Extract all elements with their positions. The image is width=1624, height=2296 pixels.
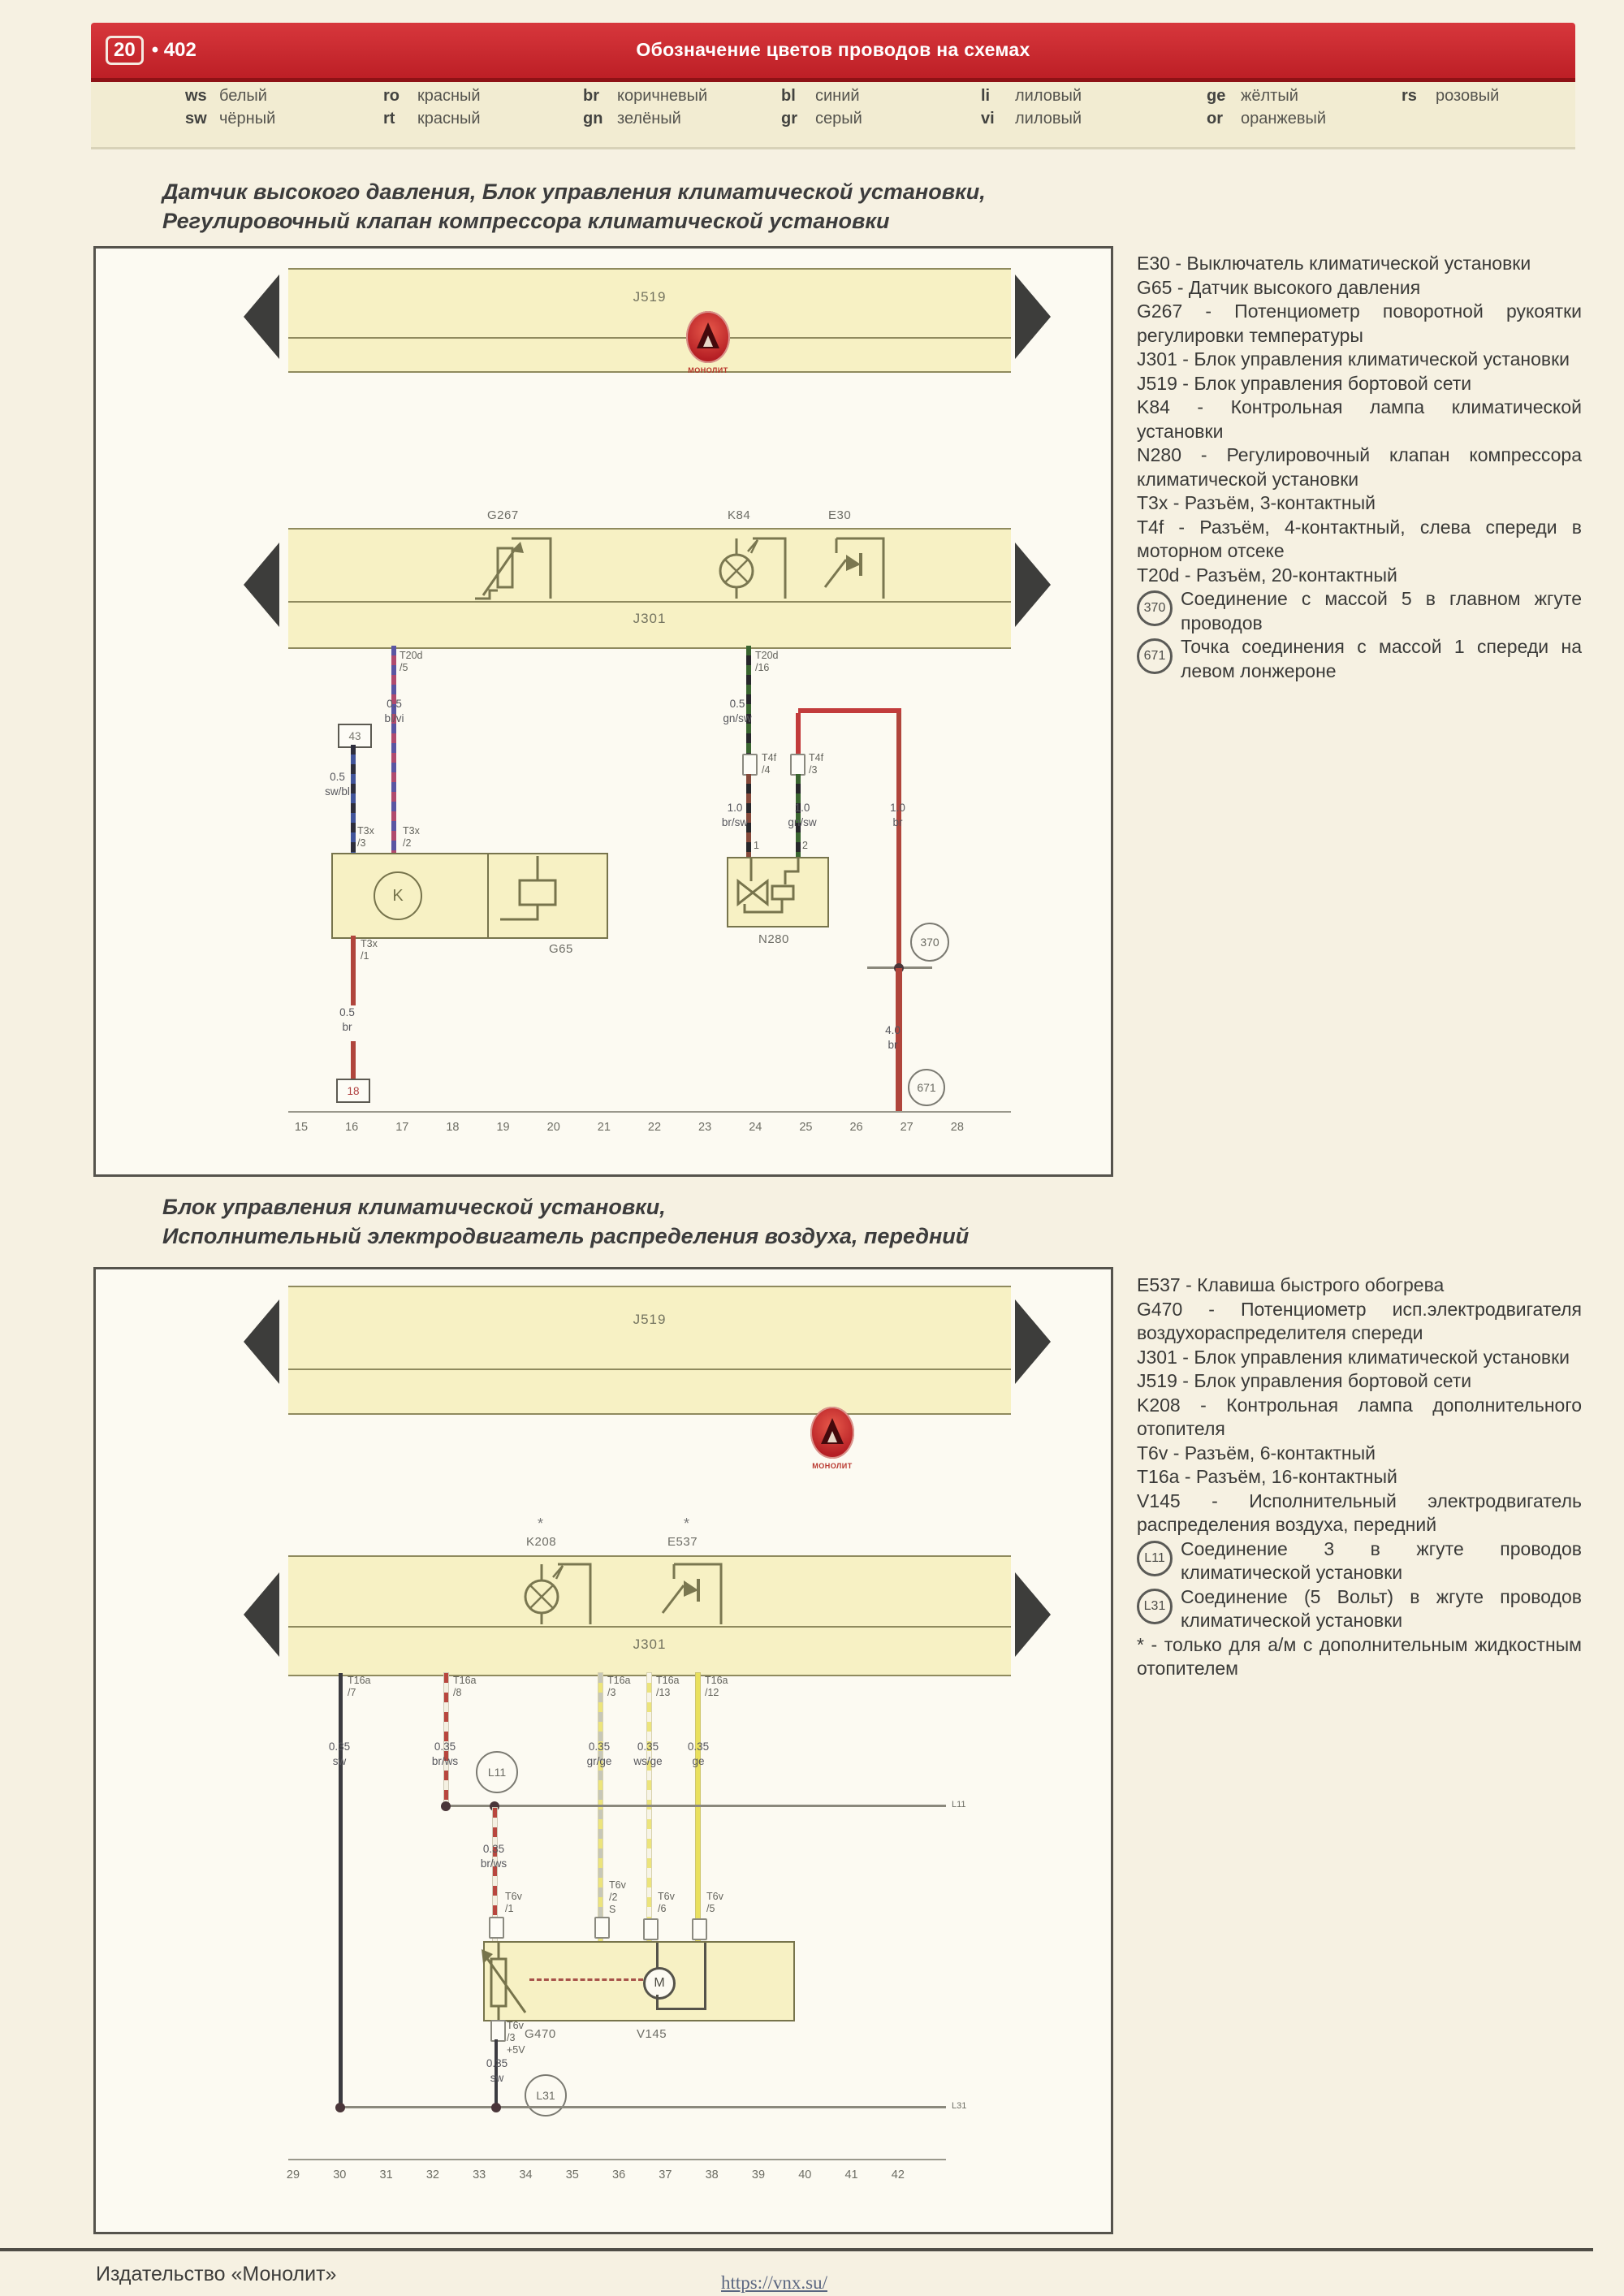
list-item: T16a - Разъём, 16-контактный xyxy=(1137,1466,1397,1487)
d1-e30-label: E30 xyxy=(828,508,852,522)
wire-spec-br-1: 1.0 br xyxy=(890,802,905,828)
list-item: J301 - Блок управления климатической установки xyxy=(1137,348,1570,370)
junction-circle-l11: L11 xyxy=(476,1751,518,1793)
wire-br xyxy=(351,936,356,1005)
list-item: T4f - Разъём, 4-контактный, слева спереди в моторном отсеке xyxy=(1137,516,1582,561)
legend-item: ws белый xyxy=(185,87,267,105)
junction-dot xyxy=(441,1801,451,1811)
wire-spec-br-ws-2: 0.35 br/ws xyxy=(480,1843,508,1870)
wire-ws-ge xyxy=(647,1673,651,1941)
right-arrow-icon xyxy=(1015,275,1051,359)
junction-dot xyxy=(491,2103,501,2112)
d1-g267-label: G267 xyxy=(487,508,519,522)
l11-line-label: L11 xyxy=(952,1800,966,1810)
right-arrow-icon xyxy=(1015,1299,1051,1384)
list-item: G470 - Потенциометр исп.электродвигателя воздухораспределителя спереди xyxy=(1137,1298,1582,1343)
wire-spec-bl-vi: 0.5 bl/vi xyxy=(384,698,404,724)
connector-t4f-3 xyxy=(790,754,806,776)
list-item: J519 - Блок управления бортовой сети xyxy=(1137,1370,1472,1391)
list-item-footnote: * - только для а/м с дополнительным жидкостным отопителем xyxy=(1137,1633,1582,1679)
list-item: J301 - Блок управления климатической установки xyxy=(1137,1346,1570,1368)
d1-g65-label: G65 xyxy=(549,942,573,956)
l11-line xyxy=(446,1805,946,1807)
legend-item: rs розовый xyxy=(1402,87,1500,105)
wire-spec-br-4: 4.0 br xyxy=(885,1024,901,1051)
compressor-valve-icon xyxy=(728,858,824,923)
wire-spec-sw-2: 0.35 sw xyxy=(486,2057,508,2084)
wire-spec-sw-bl: 0.5 sw/bl xyxy=(325,771,350,798)
wire-sw-long xyxy=(339,1673,343,2108)
pin-label-t16a-12: T16a /12 xyxy=(705,1675,728,1698)
legend-item: bl синий xyxy=(781,87,860,105)
junction-badge: L11 xyxy=(1137,1541,1173,1576)
potentiometer-icon xyxy=(467,532,560,601)
d1-k84-label: K84 xyxy=(728,508,751,522)
list-item: G267 - Потенциометр поворотной рукоятки регулировки температуры xyxy=(1137,301,1582,346)
legend-item: li лиловый xyxy=(981,87,1082,105)
legend-item: vi лиловый xyxy=(981,110,1082,128)
list-item: K208 - Контрольная лампа дополнительного отопителя xyxy=(1137,1394,1582,1439)
wire-spec-ws-ge: 0.35 ws/ge xyxy=(633,1740,663,1767)
wire-spec-ge: 0.35 ge xyxy=(687,1740,710,1767)
monolit-logo xyxy=(682,311,734,374)
indicator-lamp-icon xyxy=(516,1558,597,1626)
wire-gr-ge xyxy=(598,1673,603,1941)
wiper-dashed-link xyxy=(529,1978,643,1981)
list-item: G65 - Датчик высокого давления xyxy=(1137,276,1421,298)
left-arrow-icon xyxy=(244,543,279,627)
asterisk-k208: * xyxy=(538,1516,544,1532)
pin-label-t16a-8: T16a /8 xyxy=(453,1675,477,1698)
publisher-name: Издательство «Монолит» xyxy=(96,2263,337,2285)
list-item: E537 - Клавиша быстрого обогрева xyxy=(1137,1274,1445,1295)
legend-item: sw чёрный xyxy=(185,110,276,128)
switch-icon xyxy=(650,1558,731,1626)
connector-t6v-5 xyxy=(692,1918,707,1940)
pin-label-t16a-7: T16a /7 xyxy=(348,1675,371,1698)
logo-mountain-inner-icon xyxy=(703,335,713,347)
motor-lead xyxy=(656,1943,659,1969)
ground-circle-671: 671 xyxy=(908,1069,945,1106)
d2-g470-v145-box xyxy=(483,1941,795,2021)
band-divider xyxy=(288,1369,1011,1370)
indicator-lamp-icon xyxy=(710,532,792,600)
wire-ge xyxy=(696,1673,700,1941)
track-line xyxy=(288,1111,1011,1113)
section1-title: Датчик высокого давления, Блок управления климатической установки, Регулировочный клапан компрессора климатической установки xyxy=(162,179,986,233)
pressure-sensor-icon xyxy=(492,854,606,936)
pin-label-t6v-1: T6v /1 xyxy=(505,1891,522,1914)
motor-loop xyxy=(656,2008,706,2010)
motor-loop xyxy=(704,1943,706,2009)
k-circle: K xyxy=(374,871,422,920)
d1-g65-box xyxy=(331,853,608,939)
ground-circle-370: 370 xyxy=(910,923,949,962)
d1-band-j301 xyxy=(288,528,1011,649)
d1-j519-label: J519 xyxy=(633,289,667,305)
wire-spec-gn-sw: 0.5 gn/sw xyxy=(723,698,752,724)
potentiometer-icon xyxy=(475,1943,540,2020)
wire-br-ground xyxy=(896,713,901,968)
pin-label-t6v-3: T6v /3 +5V xyxy=(507,2020,525,2056)
wire-spec-br-ws: 0.35 br/ws xyxy=(431,1740,459,1767)
legend-item: or оранжевый xyxy=(1207,110,1327,128)
page-number-box: 20 xyxy=(106,36,144,65)
pin-label-t20d-16: T20d /16 xyxy=(755,650,779,673)
d1-minus-connection-box: 18 xyxy=(336,1079,370,1103)
d1-n280-label: N280 xyxy=(758,932,789,946)
logo-mountain-inner-icon xyxy=(827,1431,837,1442)
wire-bl-vi xyxy=(391,646,396,853)
section1-component-list xyxy=(1137,252,1582,683)
d2-track-numbers: 29 30 31 32 33 34 35 36 37 38 39 40 41 42 xyxy=(286,2168,905,2181)
list-item: N280 - Регулировочный клапан компрессора климатической установки xyxy=(1137,444,1582,490)
d1-track-numbers: 15 16 17 18 19 20 21 22 23 24 25 26 27 28 xyxy=(294,1121,964,1134)
monolit-logo xyxy=(806,1407,858,1470)
left-arrow-icon xyxy=(244,1299,279,1384)
d1-j301-label: J301 xyxy=(633,611,667,626)
wire-br xyxy=(351,1041,356,1079)
pin-label-t3x-3: T3x /3 xyxy=(357,825,374,849)
pin-label-t6v-6: T6v /6 xyxy=(658,1891,675,1914)
pin-label-t16a-13: T16a /13 xyxy=(656,1675,680,1698)
box-divider xyxy=(487,854,489,937)
wire-spec-br: 0.5 br xyxy=(339,1006,355,1033)
d1-n280-box xyxy=(727,857,829,927)
logo-banner: МОНОЛИТ xyxy=(812,1462,853,1470)
list-item: V145 - Исполнительный электродвигатель распределения воздуха, передний xyxy=(1137,1490,1582,1535)
diagram1-frame xyxy=(93,246,1113,1177)
list-item-ground-370: 370 Соединение с массой 5 в главном жгуте проводов xyxy=(1137,587,1582,635)
list-item: J519 - Блок управления бортовой сети xyxy=(1137,372,1472,394)
list-item: T20d - Разъём, 20-контактный xyxy=(1137,564,1397,586)
wire-spec-sw: 0.35 sw xyxy=(328,1740,351,1767)
band-divider xyxy=(288,601,1011,603)
left-arrow-icon xyxy=(244,1572,279,1657)
pin-label-t4f-3: T4f /3 xyxy=(809,752,824,776)
legend-item: ro красный xyxy=(383,87,481,105)
d2-k208-label: K208 xyxy=(526,1535,557,1549)
list-item-junction-l11: L11 Соединение 3 в жгуте проводов климатической установки xyxy=(1137,1537,1582,1585)
junction-dot xyxy=(335,2103,345,2112)
wire-spec-br-sw: 1.0 br/sw xyxy=(721,802,749,828)
connector-t6v-3 xyxy=(490,2020,506,2042)
list-item: K84 - Контрольная лампа климатической установки xyxy=(1137,396,1582,442)
list-item: T6v - Разъём, 6-контактный xyxy=(1137,1442,1376,1464)
legend-item: br коричневый xyxy=(583,87,708,105)
list-item-junction-l31: L31 Соединение (5 Вольт) в жгуте проводов климатической установки xyxy=(1137,1585,1582,1633)
d2-e537-label: E537 xyxy=(667,1535,698,1549)
wire-red-horizontal xyxy=(798,708,901,713)
d1-band-j519 xyxy=(288,268,1011,373)
d2-v145-label: V145 xyxy=(637,2027,667,2041)
legend-item: ge жёлтый xyxy=(1207,87,1298,105)
d2-band-j519 xyxy=(288,1286,1011,1415)
right-arrow-icon xyxy=(1015,1572,1051,1657)
legend-item: rt красный xyxy=(383,110,481,128)
switch-icon xyxy=(812,532,893,600)
d2-g470-label: G470 xyxy=(525,2027,556,2041)
ground-badge: 370 xyxy=(1137,590,1173,626)
pin-label-t16a-3: T16a /3 xyxy=(607,1675,631,1698)
page-header xyxy=(91,23,1575,82)
junction-circle-l31: L31 xyxy=(525,2074,567,2117)
pin-label-t20d-5: T20d /5 xyxy=(400,650,423,673)
pin-label-t3x-1: T3x /1 xyxy=(361,938,378,962)
band-divider xyxy=(288,337,1011,339)
connector-t4f-4 xyxy=(742,754,758,776)
ground-badge: 671 xyxy=(1137,638,1173,674)
legend-item: gn зелёный xyxy=(583,110,681,128)
connector-t6v-1 xyxy=(489,1917,504,1939)
pin-label-n280-1: 1 xyxy=(754,840,759,851)
page-code: • 402 xyxy=(151,39,197,61)
d2-j519-label: J519 xyxy=(633,1312,667,1327)
wire-spec-gn-sw-2: 1.0 gn/sw xyxy=(788,802,817,828)
pin-label-t6v-2: T6v /2 S xyxy=(609,1879,626,1915)
legend-item: gr серый xyxy=(781,110,862,128)
header-title: Обозначение цветов проводов на схемах xyxy=(636,39,1030,60)
wire-spec-gr-ge: 0.35 gr/ge xyxy=(586,1740,612,1767)
wire-red xyxy=(796,713,801,754)
list-item: T3x - Разъём, 3-контактный xyxy=(1137,492,1376,513)
pin-label-t6v-5: T6v /5 xyxy=(706,1891,723,1914)
track-line xyxy=(288,2159,946,2160)
list-item: E30 - Выключатель климатической установки xyxy=(1137,253,1531,274)
asterisk-e537: * xyxy=(684,1516,690,1532)
right-arrow-icon xyxy=(1015,543,1051,627)
section2-title: Блок управления климатической установки, Исполнительный электродвигатель распределения воздуха, передний xyxy=(162,1195,970,1248)
section2-component-list xyxy=(1137,1273,1582,1681)
pin-label-t4f-4: T4f /4 xyxy=(762,752,777,776)
wire-color-legend xyxy=(91,82,1575,149)
connector-t6v-6 xyxy=(643,1918,659,1940)
footer-divider xyxy=(0,2248,1593,2251)
list-item-ground-671: 671 Точка соединения с массой 1 спереди на левом лонжероне xyxy=(1137,635,1582,683)
junction-badge: L31 xyxy=(1137,1589,1173,1624)
l31-line-label: L31 xyxy=(952,2101,967,2111)
logo-banner: МОНОЛИТ xyxy=(688,366,728,374)
pin-label-n280-2: 2 xyxy=(802,840,808,851)
left-arrow-icon xyxy=(244,275,279,359)
l31-line xyxy=(340,2106,946,2108)
pin-label-t3x-2: T3x /2 xyxy=(403,825,420,849)
motor-circle: M xyxy=(643,1967,676,2000)
d1-plus-connection-box: 43 xyxy=(338,724,372,748)
band-divider xyxy=(288,1626,1011,1628)
d2-j301-label: J301 xyxy=(633,1637,667,1652)
connector-t6v-2 xyxy=(594,1917,610,1939)
site-url-link[interactable]: https://vnx.su/ xyxy=(721,2272,827,2293)
